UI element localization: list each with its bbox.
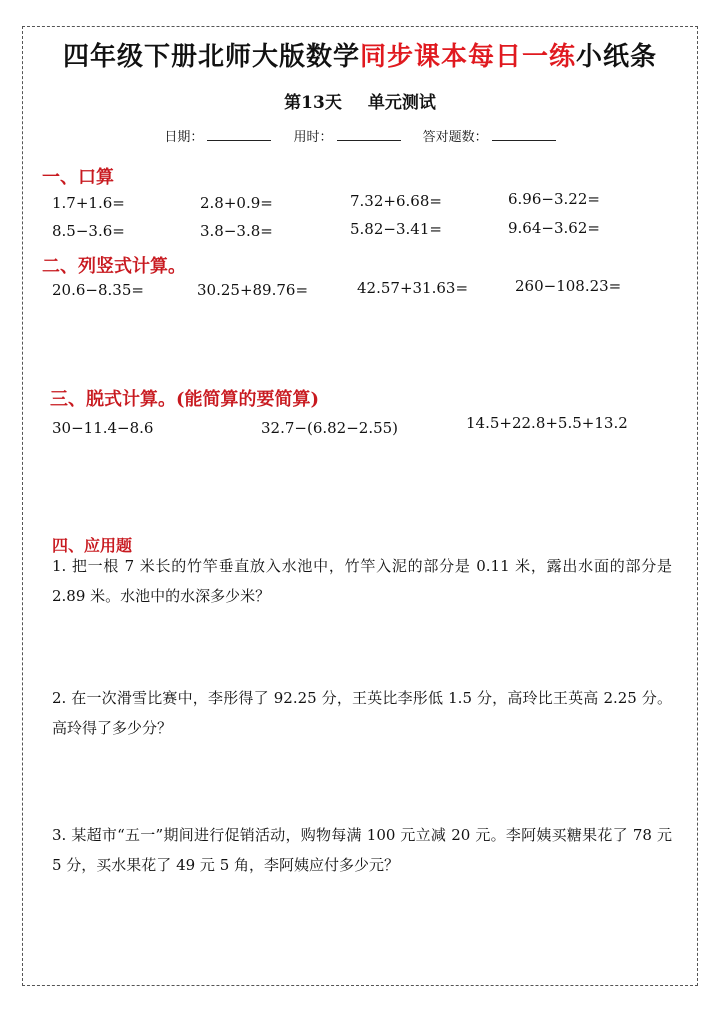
oral-item: 9.64−3.62= xyxy=(508,219,600,237)
date-label: 日期： xyxy=(164,130,204,145)
section-oral-title: 一、口算 xyxy=(42,167,114,188)
section-vertical-title: 二、列竖式计算。 xyxy=(42,256,186,277)
correct-blank[interactable] xyxy=(492,128,556,141)
correct-label: 答对题数： xyxy=(422,130,488,145)
oral-item: 2.8+0.9= xyxy=(200,194,273,212)
word-problem-3: 3. 某超市“五一”期间进行促销活动，购物每满 100 元立减 20 元。李阿姨买糖果花了 78 元 5 分，买水果花了 49 元 5 角，李阿姨应付多少元？ xyxy=(52,826,672,874)
page-title xyxy=(0,36,720,73)
word-problem-2: 2. 在一次滑雪比赛中，李彤得了 92.25 分，王英比李彤低 1.5 分，高玲比王英高 2.25 分。高玲得了多少分？ xyxy=(52,689,672,737)
oral-item: 8.5−3.6= xyxy=(52,222,125,240)
title-part-3: 小纸条 xyxy=(576,42,658,72)
word-problem-1: 1. 把一根 7 米长的竹竿垂直放入水池中，竹竿入泥的部分是 0.11 米，露出水面的部分是 2.89 米。水池中的水深多少米？ xyxy=(52,557,672,605)
meta-row xyxy=(0,126,720,145)
subtitle xyxy=(0,88,720,113)
vertical-item: 260−108.23= xyxy=(515,277,622,295)
oral-item: 7.32+6.68= xyxy=(350,192,442,210)
stepwise-item: 30−11.4−8.6 xyxy=(52,419,154,437)
day-label: 第13天 xyxy=(284,93,342,113)
stepwise-item: 14.5+22.8+5.5+13.2 xyxy=(466,414,628,432)
title-part-2: 同步课本每日一练 xyxy=(359,42,576,72)
time-label: 用时： xyxy=(293,130,333,145)
vertical-item: 42.57+31.63= xyxy=(357,279,469,297)
oral-item: 5.82−3.41= xyxy=(350,220,442,238)
vertical-item: 30.25+89.76= xyxy=(197,281,309,299)
date-blank[interactable] xyxy=(207,128,271,141)
oral-item: 3.8−3.8= xyxy=(200,222,273,240)
stepwise-item: 32.7−(6.82−2.55) xyxy=(261,419,399,437)
section-word-title: 四、应用题 xyxy=(52,536,133,555)
oral-item: 6.96−3.22= xyxy=(508,190,600,208)
vertical-item: 20.6−8.35= xyxy=(52,281,144,299)
oral-item: 1.7+1.6= xyxy=(52,194,125,212)
unit-label: 单元测试 xyxy=(367,93,436,113)
section-stepwise-title: 三、脱式计算。(能简算的要简算) xyxy=(50,389,320,410)
time-blank[interactable] xyxy=(337,128,401,141)
title-part-1: 四年级下册北师大版数学 xyxy=(62,42,360,72)
